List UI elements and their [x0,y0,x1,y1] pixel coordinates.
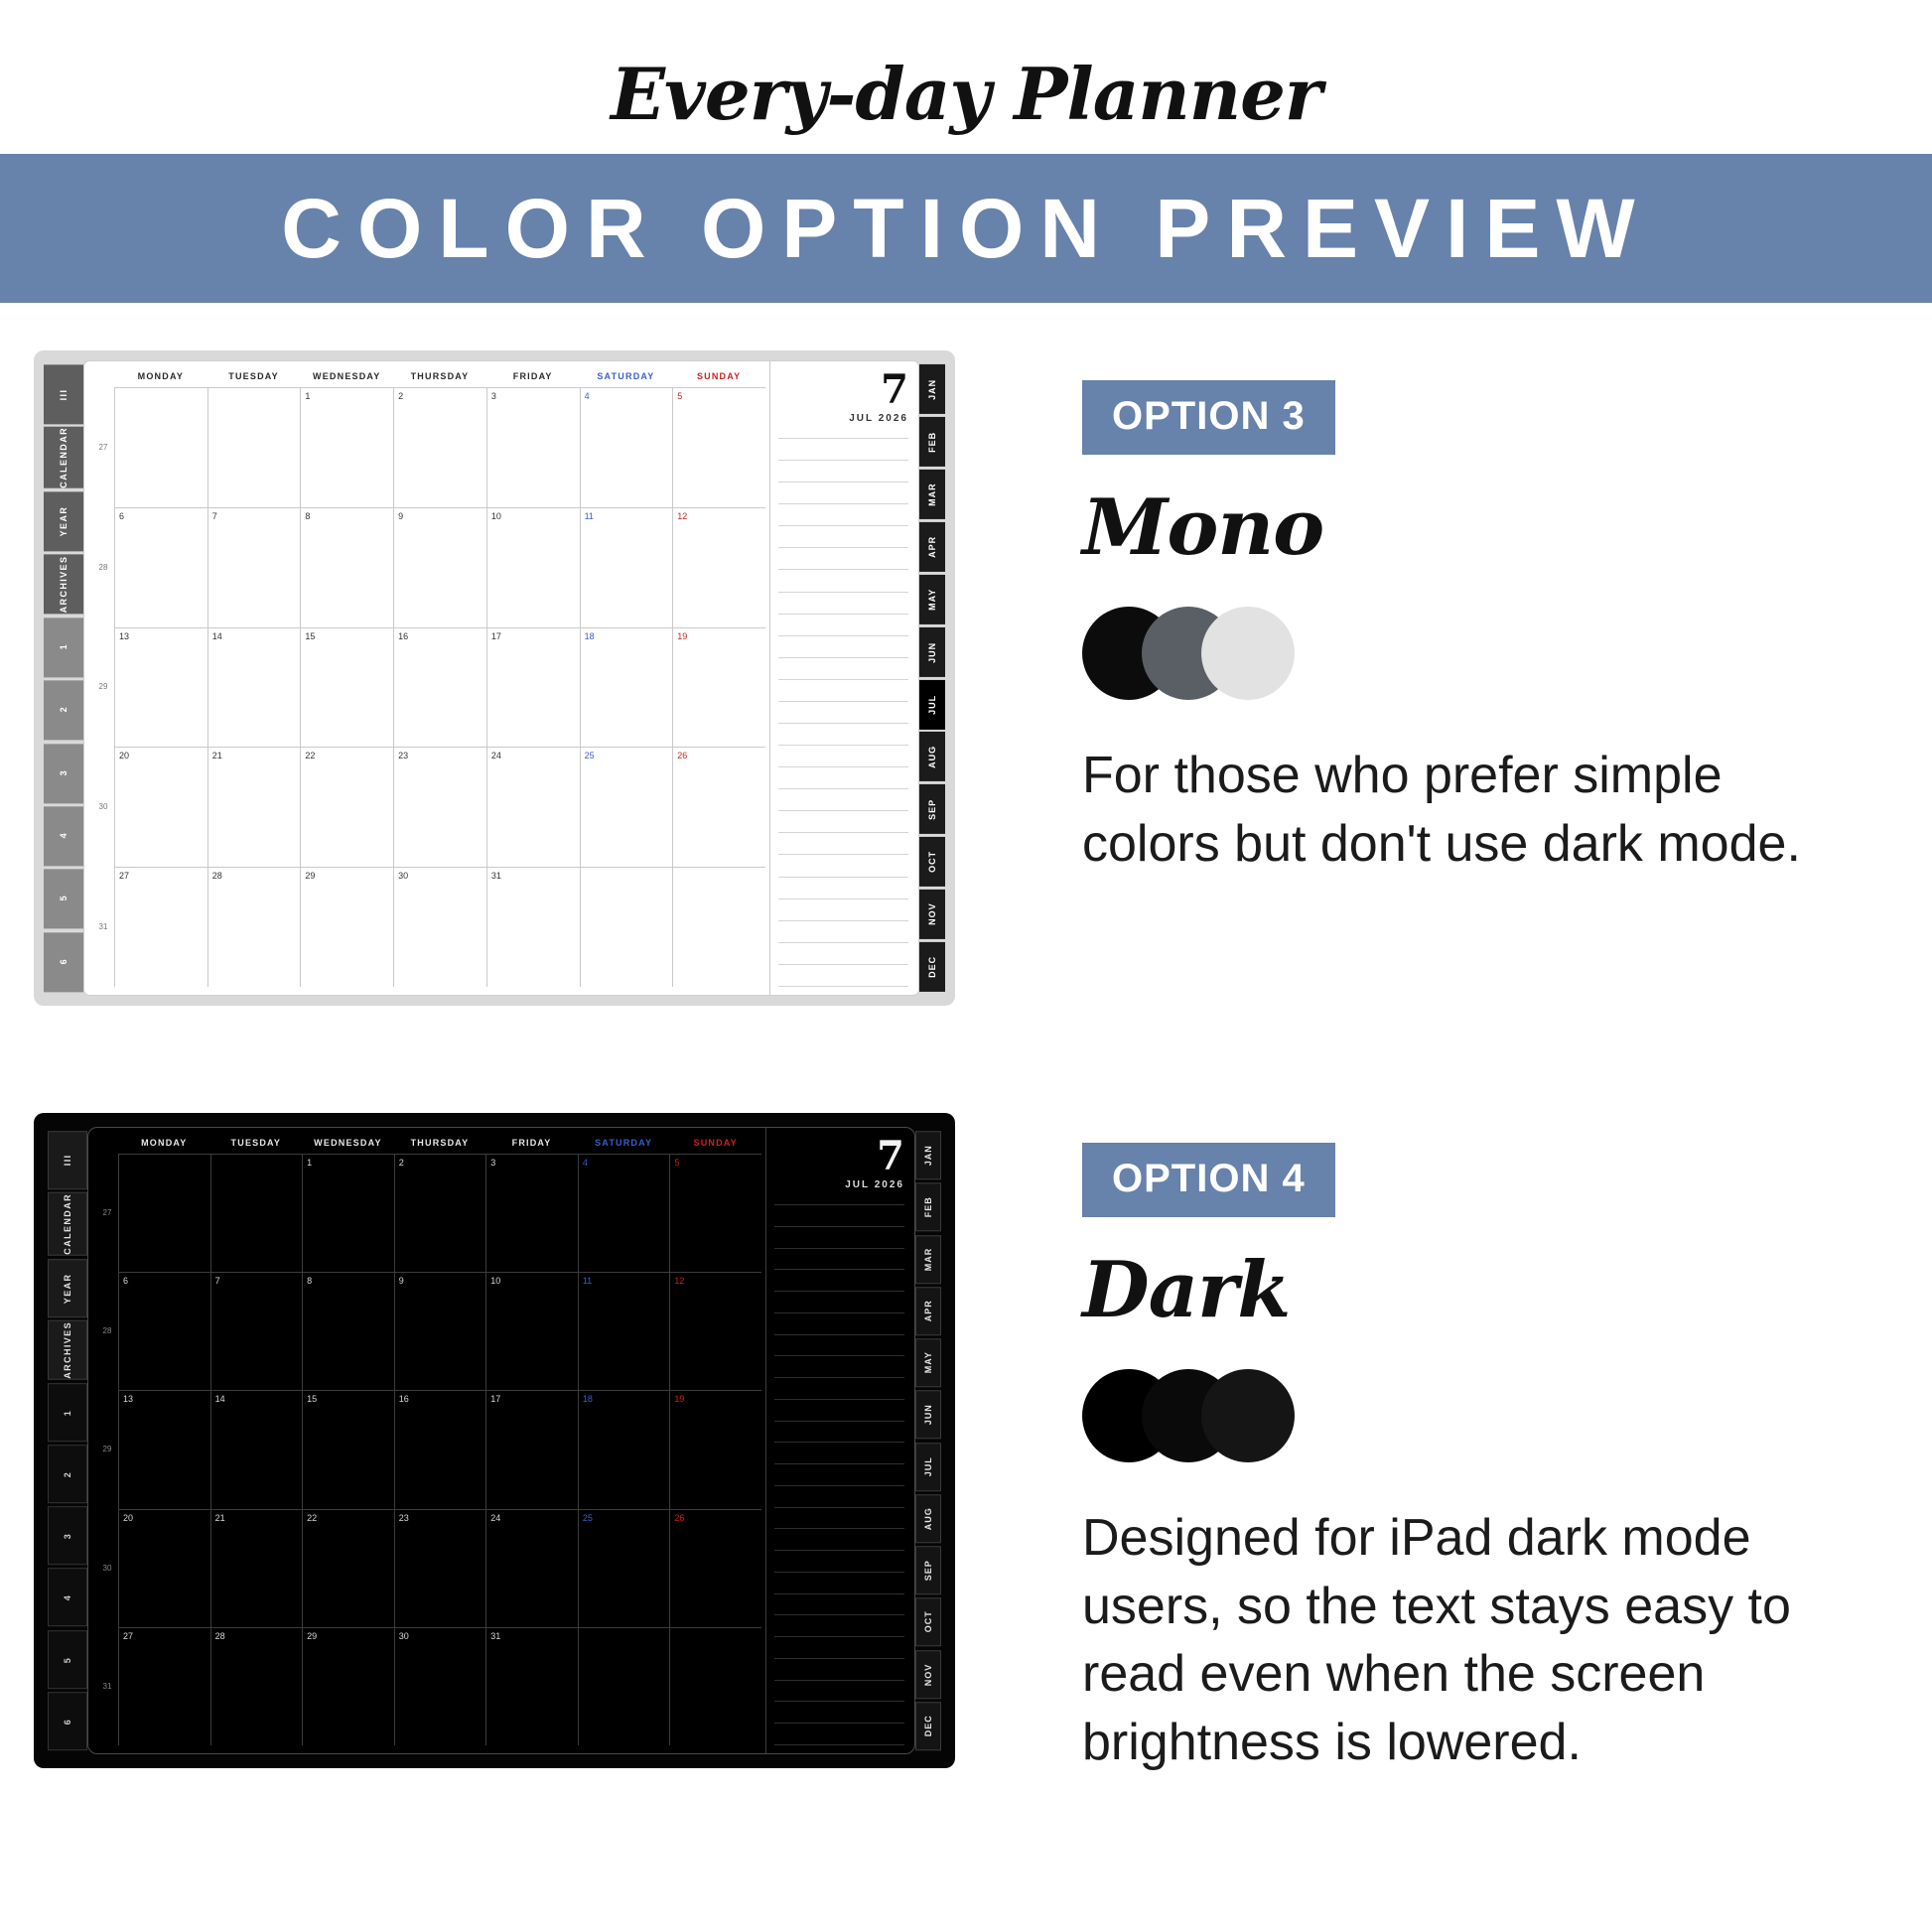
month-tab-feb[interactable]: FEB [919,417,945,467]
day-cell[interactable]: 16 [393,627,486,748]
day-cell[interactable]: 21 [207,747,301,867]
day-cell[interactable]: 9 [394,1272,486,1390]
month-tab-jan[interactable]: JAN [919,364,945,414]
day-cell[interactable]: 16 [394,1390,486,1508]
day-cell[interactable]: 6 [114,507,207,627]
day-cell[interactable]: 28 [207,867,301,987]
day-cell[interactable]: 4 [580,387,673,507]
option-4-description-column [987,1113,1861,1777]
day-cell[interactable]: 26 [669,1509,761,1627]
day-cell[interactable]: 7 [210,1272,303,1390]
option-row-3 [0,350,1932,1006]
banner-title: COLOR OPTION PREVIEW [281,181,1651,275]
day-cell[interactable]: 30 [393,867,486,987]
day-cell[interactable]: 8 [300,507,393,627]
week-number: 27 [98,442,108,452]
day-cell[interactable]: 27 [118,1627,210,1745]
month-tab-strip [919,360,945,996]
calendar-grid [96,1154,761,1745]
left-tab[interactable]: YEAR [44,491,83,551]
day-cell[interactable]: 24 [486,747,580,867]
week-number: 30 [98,802,108,812]
day-cell[interactable]: 7 [207,507,301,627]
left-tab-number[interactable]: 1 [48,1383,87,1442]
planner-preview-dark [34,1113,987,1768]
planner-preview-mono [34,350,987,1006]
day-cell[interactable]: 25 [578,1509,670,1627]
week-number: 31 [98,922,108,932]
month-tab-jun[interactable]: JUN [919,627,945,677]
month-tab-dec[interactable]: DEC [915,1702,941,1750]
day-cell[interactable]: 13 [114,627,207,748]
calendar-grid-area [84,361,769,995]
note-lines[interactable] [778,438,908,987]
day-name-saturday: SATURDAY [595,1138,653,1148]
notes-column [765,1128,914,1753]
option-3-name: Mono [1082,483,1324,573]
left-tab[interactable]: ARCHIVES [44,554,83,614]
day-cell[interactable]: 25 [580,747,673,867]
day-cell[interactable]: 31 [485,1627,578,1745]
left-tab-number[interactable]: 1 [44,618,83,677]
day-name-sunday: SUNDAY [693,1138,738,1148]
day-cell[interactable]: 5 [669,1154,761,1272]
day-cell[interactable]: 18 [578,1390,670,1508]
banner [0,154,1932,303]
month-tab-oct[interactable]: OCT [919,837,945,887]
option-4-badge: OPTION 4 [1082,1143,1335,1217]
swatch-3 [1201,607,1295,700]
month-tab-nov[interactable]: NOV [915,1650,941,1699]
day-cell[interactable]: 28 [210,1627,303,1745]
day-cell[interactable]: 12 [669,1272,761,1390]
day-cell[interactable]: 17 [485,1390,578,1508]
day-cell[interactable]: 15 [302,1390,394,1508]
day-cell[interactable]: 20 [114,747,207,867]
calendar-grid-area [88,1128,765,1753]
notes-column [769,361,918,995]
day-name: FRIDAY [511,1138,552,1148]
month-tab-jul[interactable]: JUL [915,1443,941,1491]
month-tab-may[interactable]: MAY [915,1338,941,1387]
month-year-label: JUL 2026 [849,413,908,424]
day-cell[interactable]: 9 [393,507,486,627]
note-lines[interactable] [774,1204,904,1745]
day-name-row [92,371,765,387]
month-tab-jul[interactable]: JUL [919,680,945,730]
month-tab-apr[interactable]: APR [915,1287,941,1335]
option-4-name: Dark [1082,1245,1291,1335]
option-3-description-column [987,350,1861,878]
month-tab-may[interactable]: MAY [919,575,945,624]
swatch-3 [1201,1369,1295,1462]
left-tab-strip [44,360,83,996]
day-cell[interactable]: 11 [578,1272,670,1390]
day-cell[interactable]: 27 [114,867,207,987]
day-name: MONDAY [137,371,185,381]
left-tab[interactable]: CALENDAR [44,427,83,488]
month-tab-dec[interactable]: DEC [919,942,945,992]
day-cell[interactable]: 14 [207,627,301,748]
left-tab[interactable]: III [44,364,83,424]
left-tab-number[interactable]: 5 [44,869,83,928]
brand-title: Every-day Planner [611,52,1321,136]
day-name: FRIDAY [512,371,553,381]
day-cell[interactable]: 23 [394,1509,486,1627]
month-tab-sep[interactable]: SEP [919,784,945,834]
day-cell[interactable] [207,387,301,507]
left-tab[interactable]: ARCHIVES [48,1320,87,1380]
calendar-page [87,1127,915,1754]
day-cell[interactable]: 1 [302,1154,394,1272]
left-tab-number[interactable]: 4 [44,806,83,866]
day-cell[interactable] [114,387,207,507]
day-cell[interactable]: 4 [578,1154,670,1272]
day-cell[interactable]: 12 [672,507,765,627]
month-number: 7 [877,1133,904,1179]
month-tab-apr[interactable]: APR [919,522,945,572]
day-cell[interactable]: 26 [672,747,765,867]
day-cell[interactable]: 24 [485,1509,578,1627]
day-cell[interactable]: 22 [302,1509,394,1627]
day-name: MONDAY [141,1138,188,1148]
month-number: 7 [881,366,908,413]
day-name: TUESDAY [228,371,279,381]
left-tab[interactable]: III [48,1131,87,1189]
day-cell[interactable]: 29 [302,1627,394,1745]
option-3-swatches [1082,607,1861,702]
day-cell[interactable]: 20 [118,1509,210,1627]
option-4-swatches [1082,1369,1861,1464]
day-cell[interactable]: 6 [118,1272,210,1390]
left-tab-strip [48,1127,87,1754]
day-cell[interactable]: 2 [393,387,486,507]
month-tab-strip [915,1127,941,1754]
day-cell[interactable]: 10 [486,507,580,627]
option-row-4 [0,1113,1932,1777]
day-name-saturday: SATURDAY [597,371,655,381]
day-cell[interactable] [210,1154,303,1272]
weeknum-header [92,371,114,381]
month-year-label: JUL 2026 [845,1179,904,1190]
week-number: 27 [102,1208,112,1218]
planner-spread-dark [34,1113,955,1768]
weeknum-header [96,1138,118,1148]
month-tab-mar[interactable]: MAR [915,1235,941,1284]
day-cell[interactable] [578,1627,670,1745]
day-cell[interactable]: 30 [394,1627,486,1745]
month-tab-sep[interactable]: SEP [915,1546,941,1594]
day-cell[interactable]: 14 [210,1390,303,1508]
day-cell[interactable]: 29 [300,867,393,987]
day-cell[interactable]: 21 [210,1509,303,1627]
week-number: 29 [102,1445,112,1454]
left-tab-number[interactable]: 6 [48,1692,87,1750]
day-cell[interactable]: 15 [300,627,393,748]
day-cell[interactable]: 23 [393,747,486,867]
left-tab-number[interactable]: 4 [48,1568,87,1626]
month-tab-jan[interactable]: JAN [915,1131,941,1179]
week-number: 28 [98,562,108,572]
calendar-page [83,360,919,996]
day-cell[interactable]: 13 [118,1390,210,1508]
day-cell[interactable]: 19 [672,627,765,748]
day-cell[interactable]: 2 [394,1154,486,1272]
week-number: 30 [102,1563,112,1573]
calendar-grid [92,387,765,987]
day-cell[interactable]: 22 [300,747,393,867]
week-number: 29 [98,682,108,692]
month-tab-feb[interactable]: FEB [915,1182,941,1231]
left-tab-number[interactable]: 2 [44,680,83,740]
day-cell[interactable]: 8 [302,1272,394,1390]
day-name: TUESDAY [230,1138,282,1148]
month-tab-oct[interactable]: OCT [915,1597,941,1646]
day-name-sunday: SUNDAY [696,371,742,381]
day-cell[interactable]: 3 [485,1154,578,1272]
day-cell[interactable] [669,1627,761,1745]
day-name: THURSDAY [410,1138,470,1148]
day-cell[interactable]: 11 [580,507,673,627]
left-tab-number[interactable]: 2 [48,1445,87,1503]
left-tab[interactable]: CALENDAR [48,1192,87,1256]
day-cell[interactable] [672,867,765,987]
week-number: 31 [102,1681,112,1691]
month-tab-aug[interactable]: AUG [919,732,945,781]
day-name-row [96,1138,761,1154]
day-cell[interactable]: 3 [486,387,580,507]
day-cell[interactable] [118,1154,210,1272]
month-tab-mar[interactable]: MAR [919,470,945,519]
day-cell[interactable]: 10 [485,1272,578,1390]
planner-spread-light [34,350,955,1006]
option-4-description: Designed for iPad dark mode users, so the text stays easy to read even when the screen brightness is lowered. [1082,1509,1791,1771]
day-cell[interactable] [580,867,673,987]
day-cell[interactable]: 31 [486,867,580,987]
day-name: WEDNESDAY [314,1138,382,1148]
day-name: WEDNESDAY [313,371,381,381]
left-tab-number[interactable]: 3 [48,1506,87,1565]
day-cell[interactable]: 19 [669,1390,761,1508]
option-3-description: For those who prefer simple colors but don't use dark mode. [1082,747,1801,873]
day-cell[interactable]: 18 [580,627,673,748]
left-tab[interactable]: YEAR [48,1259,87,1317]
month-tab-nov[interactable]: NOV [919,890,945,939]
month-tab-aug[interactable]: AUG [915,1494,941,1543]
day-cell[interactable]: 17 [486,627,580,748]
day-cell[interactable]: 1 [300,387,393,507]
day-name: THURSDAY [410,371,470,381]
week-number: 28 [102,1326,112,1336]
day-cell[interactable]: 5 [672,387,765,507]
left-tab-number[interactable]: 6 [44,932,83,992]
option-3-badge: OPTION 3 [1082,380,1335,455]
month-tab-jun[interactable]: JUN [915,1390,941,1439]
left-tab-number[interactable]: 5 [48,1630,87,1689]
left-tab-number[interactable]: 3 [44,744,83,803]
